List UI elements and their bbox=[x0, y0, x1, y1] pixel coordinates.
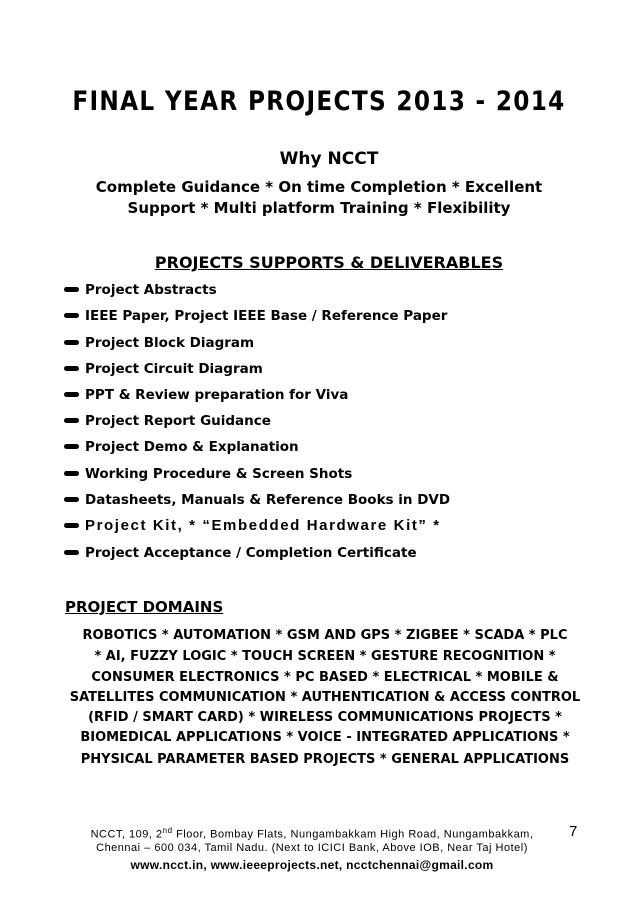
tagline-line-1: Complete Guidance * On time Completion * Excellent bbox=[95, 178, 543, 196]
bullet-arrow-icon bbox=[64, 392, 79, 397]
bullet-arrow-icon bbox=[64, 418, 79, 423]
page-number: 7 bbox=[569, 823, 578, 840]
domains-line: BIOMEDICAL APPLICATIONS * VOICE - INTEGRATED APPLICATIONS * bbox=[80, 730, 570, 745]
bullet-arrow-icon bbox=[64, 550, 79, 555]
list-item: Project Abstracts bbox=[64, 282, 217, 298]
list-item: Project Acceptance / Completion Certificate bbox=[64, 545, 417, 561]
footer-city-line: Chennai – 600 034, Tamil Nadu. (Next to ICICI Bank, Above IOB, Near Taj Hotel) bbox=[96, 842, 528, 854]
list-item: Project Report Guidance bbox=[64, 413, 271, 429]
footer-contact-line: www.ncct.in, www.ieeeprojects.net, ncctchennai@gmail.com bbox=[130, 858, 494, 872]
domains-heading: PROJECT DOMAINS bbox=[65, 598, 224, 616]
domains-line: (RFID / SMART CARD) * WIRELESS COMMUNICATIONS PROJECTS * bbox=[88, 710, 562, 725]
domains-line: * AI, FUZZY LOGIC * TOUCH SCREEN * GESTURE RECOGNITION * bbox=[94, 649, 556, 664]
tagline-line-2: Support * Multi platform Training * Flexibility bbox=[127, 199, 511, 217]
bullet-arrow-icon bbox=[64, 471, 79, 476]
page-title: FINAL YEAR PROJECTS 2013 - 2014 bbox=[72, 86, 566, 117]
domains-line: CONSUMER ELECTRONICS * PC BASED * ELECTRICAL * MOBILE & bbox=[91, 670, 559, 685]
domains-line: SATELLITES COMMUNICATION * AUTHENTICATION & ACCESS CONTROL bbox=[69, 690, 581, 705]
bullet-arrow-icon bbox=[64, 366, 79, 371]
list-item: Project Kit, * “Embedded Hardware Kit” * bbox=[64, 517, 441, 534]
bullet-arrow-icon bbox=[64, 313, 79, 318]
domains-line: ROBOTICS * AUTOMATION * GSM AND GPS * ZIGBEE * SCADA * PLC bbox=[82, 628, 568, 643]
footer-address-line: NCCT, 109, 2nd Floor, Bombay Flats, Nungambakkam High Road, Nungambakkam, bbox=[90, 826, 534, 841]
domains-line: PHYSICAL PARAMETER BASED PROJECTS * GENERAL APPLICATIONS bbox=[80, 752, 570, 767]
why-ncct-heading: Why NCCT bbox=[279, 149, 379, 169]
list-item: Project Block Diagram bbox=[64, 335, 254, 351]
list-item: Datasheets, Manuals & Reference Books in DVD bbox=[64, 492, 450, 508]
bullet-arrow-icon bbox=[64, 444, 79, 449]
list-item: IEEE Paper, Project IEEE Base / Reference Paper bbox=[64, 308, 447, 324]
list-item: Working Procedure & Screen Shots bbox=[64, 466, 352, 482]
supports-heading: PROJECTS SUPPORTS & DELIVERABLES bbox=[154, 253, 504, 272]
bullet-arrow-icon bbox=[64, 340, 79, 345]
bullet-arrow-icon bbox=[64, 497, 79, 502]
bullet-arrow-icon bbox=[64, 523, 79, 528]
list-item: PPT & Review preparation for Viva bbox=[64, 387, 348, 403]
list-item: Project Demo & Explanation bbox=[64, 439, 299, 455]
bullet-arrow-icon bbox=[64, 287, 79, 292]
list-item: Project Circuit Diagram bbox=[64, 361, 263, 377]
